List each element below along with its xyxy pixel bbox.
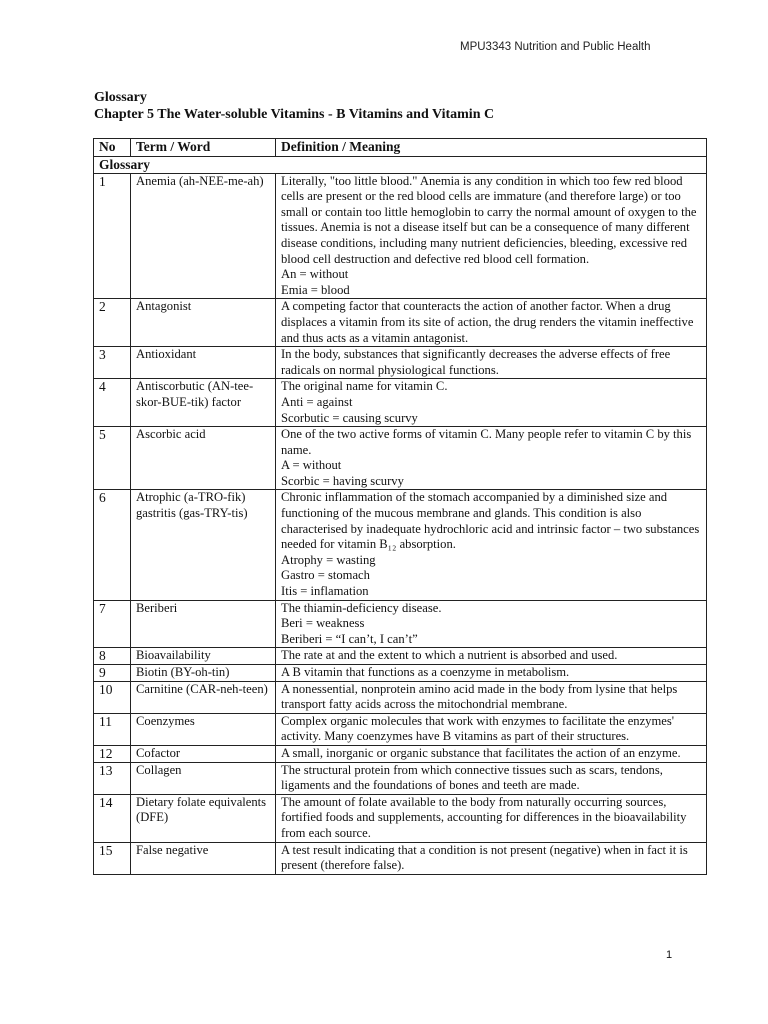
- page-number: 1: [666, 949, 673, 961]
- definition-line: A = without: [281, 458, 342, 473]
- definition-line: Itis = inflamation: [281, 584, 369, 599]
- table-row: [94, 379, 707, 427]
- definition-line: The thiamin-deficiency disease.: [281, 600, 442, 615]
- row-number: 6: [94, 490, 131, 600]
- definition-cell: [276, 842, 707, 874]
- definition-line: The structural protein from which connective tissues such as scars, tendons, ligaments and the foundations of bones and teeth are made.: [281, 762, 663, 793]
- table-row: [94, 427, 707, 490]
- definition-line: Complex organic molecules that work with enzymes to facilitate the enzymes' activity. Many coenzymes have B vitamins as part of their structures.: [281, 713, 675, 744]
- row-number: 4: [94, 379, 131, 427]
- definition-line: A competing factor that counteracts the action of another factor. When a drug displaces a vitamin from its site of action, the drug renders the vitamin ineffective and thus acts as a vitamin antagonist.: [281, 299, 694, 345]
- definition-line: Scorbutic = causing scurvy: [281, 410, 418, 425]
- glossary-body: [94, 157, 707, 875]
- section-row: [94, 157, 707, 174]
- definition-line: Chronic inflammation of the stomach accompanied by a diminished size and functioning of the mucous membrane and glands. This condition is also characterised by inadequate hydrochloric acid and intrinsic factor – two substances needed for vitamin B₁₂ absorption.: [281, 490, 700, 552]
- definition-line: The original name for vitamin C.: [281, 379, 448, 394]
- definition-cell: [276, 681, 707, 713]
- row-number: 7: [94, 600, 131, 648]
- definition-cell: [276, 762, 707, 794]
- definition-line: Emia = blood: [281, 282, 350, 297]
- definition-cell: [276, 299, 707, 347]
- definition-line: A test result indicating that a condition is not present (negative) when in fact it is present (therefore false).: [281, 842, 688, 873]
- definition-line: Scorbic = having scurvy: [281, 473, 404, 488]
- table-row: [94, 762, 707, 794]
- definition-cell: [276, 648, 707, 665]
- term-cell: Ascorbic acid: [131, 427, 276, 490]
- term-cell: Atrophic (a-TRO-fik) gastritis (gas-TRY-tis): [131, 490, 276, 600]
- row-number: 5: [94, 427, 131, 490]
- term-cell: False negative: [131, 842, 276, 874]
- table-row: [94, 745, 707, 762]
- header-definition: Definition / Meaning: [276, 139, 707, 157]
- document-header-course: MPU3343 Nutrition and Public Health: [460, 41, 651, 53]
- term-cell: Carnitine (CAR-neh-teen): [131, 681, 276, 713]
- definition-line: A nonessential, nonprotein amino acid made in the body from lysine that helps transport fatty acids across the mitochondrial membrane.: [281, 681, 678, 712]
- definition-cell: [276, 600, 707, 648]
- row-number: 14: [94, 794, 131, 842]
- table-row: [94, 648, 707, 665]
- row-number: 12: [94, 745, 131, 762]
- table-row: [94, 681, 707, 713]
- title-line-glossary: Glossary: [94, 90, 147, 105]
- term-cell: Cofactor: [131, 745, 276, 762]
- term-cell: Bioavailability: [131, 648, 276, 665]
- term-cell: Biotin (BY-oh-tin): [131, 665, 276, 682]
- definition-line: An = without: [281, 267, 349, 282]
- row-number: 8: [94, 648, 131, 665]
- definition-line: Literally, "too little blood." Anemia is any condition in which too few red blood cells are present or the red blood cells are immature (and therefore large) or too small or contain too little hemoglobin to carry the normal amount of oxygen to the tissues. Anemia is not a disease itself but can be a consequence of many different disease conditions, including many nutrient deficiencies, bleeding, excessive red blood cell destruction and defective red blood cell formation.: [281, 173, 697, 266]
- section-label: Glossary: [94, 157, 707, 174]
- table-row: [94, 600, 707, 648]
- document-title: [94, 89, 494, 123]
- row-number: 9: [94, 665, 131, 682]
- table-row: [94, 842, 707, 874]
- term-cell: Coenzymes: [131, 713, 276, 745]
- header-term: Term / Word: [131, 139, 276, 157]
- term-cell: Dietary folate equivalents (DFE): [131, 794, 276, 842]
- definition-line: The rate at and the extent to which a nutrient is absorbed and used.: [281, 648, 618, 663]
- definition-line: Atrophy = wasting: [281, 552, 376, 567]
- table-row: [94, 665, 707, 682]
- definition-line: Anti = against: [281, 394, 353, 409]
- row-number: 3: [94, 347, 131, 379]
- definition-line: A B vitamin that functions as a coenzyme in metabolism.: [281, 665, 570, 679]
- table-row: [94, 713, 707, 745]
- definition-line: Beriberi = “I can’t, I can’t”: [281, 631, 418, 646]
- table-row: [94, 794, 707, 842]
- term-cell: Beriberi: [131, 600, 276, 648]
- table-row: [94, 173, 707, 299]
- row-number: 10: [94, 681, 131, 713]
- row-number: 1: [94, 173, 131, 299]
- term-cell: Antagonist: [131, 299, 276, 347]
- title-line-chapter: Chapter 5 The Water-soluble Vitamins - B Vitamins and Vitamin C: [94, 107, 495, 122]
- definition-line: A small, inorganic or organic substance that facilitates the action of an enzyme.: [281, 745, 681, 760]
- definition-cell: [276, 490, 707, 600]
- table-row: [94, 347, 707, 379]
- table-row: [94, 299, 707, 347]
- glossary-table: [93, 138, 707, 875]
- definition-cell: [276, 794, 707, 842]
- definition-cell: [276, 173, 707, 299]
- definition-line: One of the two active forms of vitamin C. Many people refer to vitamin C by this name.: [281, 427, 692, 457]
- term-cell: Anemia (ah-NEE-me-ah): [131, 173, 276, 299]
- definition-cell: [276, 713, 707, 745]
- definition-line: The amount of folate available to the body from naturally occurring sources, fortified foods and supplements, accounting for differences in the bioavailability from each source.: [281, 794, 687, 840]
- header-no: No: [94, 139, 131, 157]
- row-number: 2: [94, 299, 131, 347]
- definition-line: Beri = weakness: [281, 616, 365, 631]
- definition-cell: [276, 347, 707, 379]
- row-number: 15: [94, 842, 131, 874]
- definition-cell: [276, 427, 707, 490]
- row-number: 11: [94, 713, 131, 745]
- definition-cell: [276, 379, 707, 427]
- row-number: 13: [94, 762, 131, 794]
- definition-cell: [276, 745, 707, 762]
- definition-cell: [276, 665, 707, 682]
- definition-line: In the body, substances that significantly decreases the adverse effects of free radicals on normal physiological functions.: [281, 347, 671, 377]
- term-cell: Antioxidant: [131, 347, 276, 379]
- term-cell: Collagen: [131, 762, 276, 794]
- table-row: [94, 490, 707, 600]
- term-cell: Antiscorbutic (AN-tee-skor-BUE-tik) factor: [131, 379, 276, 427]
- definition-line: Gastro = stomach: [281, 568, 370, 583]
- table-header-row: [94, 139, 707, 157]
